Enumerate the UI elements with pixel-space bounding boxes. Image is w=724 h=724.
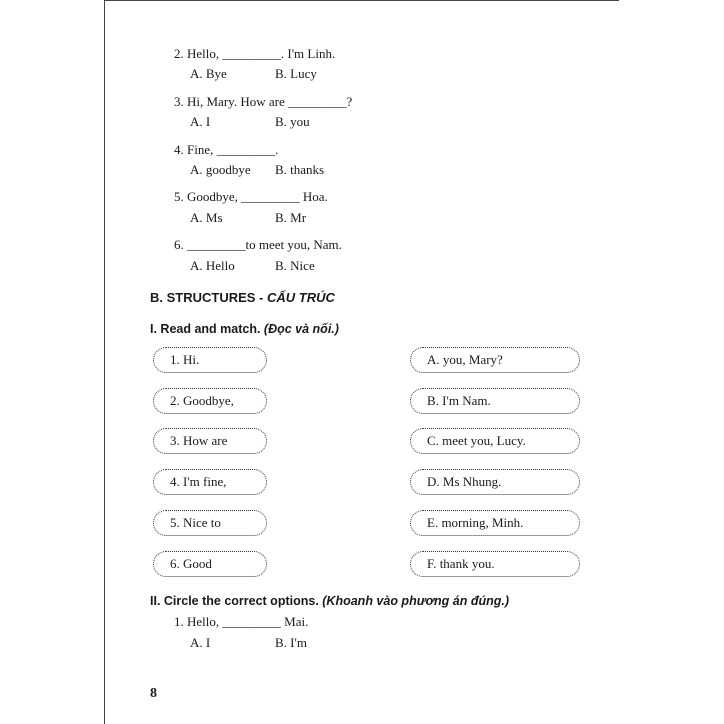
section-b-title-en: B. STRUCTURES - [150, 290, 267, 305]
question-text: 6. _________to meet you, Nam. [174, 237, 342, 252]
option-a: A. Bye [190, 66, 227, 81]
match-right-b: B. I'm Nam. [410, 388, 580, 414]
page-top-edge [104, 0, 619, 1]
part-2-title-vi: (Khoanh vào phương án đúng.) [322, 594, 510, 608]
option-a: A. goodbye [190, 162, 251, 177]
match-right-d: D. Ms Nhung. [410, 469, 580, 495]
part-2-title-en: II. Circle the correct options. [150, 594, 323, 608]
match-left-4: 4. I'm fine, [153, 469, 267, 495]
match-left-3: 3. How are [153, 428, 267, 454]
option-a: A. Ms [190, 210, 223, 225]
part-1-title [150, 322, 339, 336]
question-text: 5. Goodbye, _________ Hoa. [174, 189, 328, 204]
match-right-a: A. you, Mary? [410, 347, 580, 373]
match-left-2: 2. Goodbye, [153, 388, 267, 414]
option-a: A. I [190, 635, 211, 650]
match-right-e: E. morning, Minh. [410, 510, 580, 536]
section-b-title [150, 290, 335, 305]
option-b: B. I'm [275, 635, 307, 650]
page-number: 8 [150, 686, 157, 701]
match-right-f: F. thank you. [410, 551, 580, 577]
match-right-c: C. meet you, Lucy. [410, 428, 580, 454]
option-b: B. Nice [275, 258, 315, 273]
option-b: B. thanks [275, 162, 325, 177]
option-a: A. I [190, 114, 211, 129]
part-2-title [150, 594, 509, 608]
page-left-edge [104, 0, 105, 724]
question-text: 3. Hi, Mary. How are _________? [174, 94, 353, 109]
question-text: 4. Fine, _________. [174, 142, 279, 157]
question-text: 1. Hello, _________ Mai. [174, 614, 309, 629]
question-text: 2. Hello, _________. I'm Linh. [174, 46, 336, 61]
option-b: B. you [275, 114, 310, 129]
part-1-title-en: I. Read and match. [150, 322, 264, 336]
option-b: B. Lucy [275, 66, 317, 81]
match-left-6: 6. Good [153, 551, 267, 577]
option-a: A. Hello [190, 258, 235, 273]
match-left-1: 1. Hi. [153, 347, 267, 373]
option-b: B. Mr [275, 210, 307, 225]
match-left-5: 5. Nice to [153, 510, 267, 536]
section-b-title-vi: CẤU TRÚC [267, 290, 335, 305]
part-1-title-vi: (Đọc và nối.) [263, 322, 339, 336]
